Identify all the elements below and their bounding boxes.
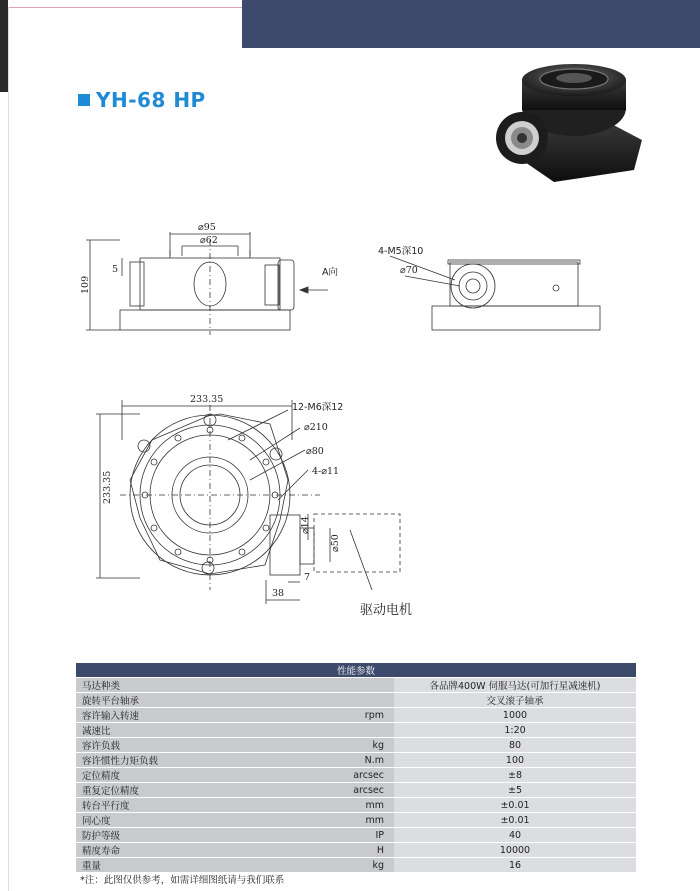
spec-name: 同心度 <box>76 813 258 828</box>
front-view <box>80 222 338 335</box>
dim-7: 7 <box>304 572 311 583</box>
dim-m6: 12-M6深12 <box>292 402 344 413</box>
spec-name: 马达种类 <box>76 678 258 693</box>
header-band <box>242 0 700 48</box>
spec-unit <box>258 693 394 708</box>
dim-95: ⌀95 <box>198 222 216 233</box>
spec-value: 各品牌400W 伺服马达(可加行星减速机) <box>394 678 636 693</box>
decorative-line <box>8 7 242 8</box>
spec-value: ±8 <box>394 768 636 783</box>
spec-unit: IP <box>258 828 394 843</box>
dim-50: ⌀50 <box>330 534 341 552</box>
spec-name: 旋转平台轴承 <box>76 693 258 708</box>
spec-value: 10000 <box>394 843 636 858</box>
product-title: YH-68 HP <box>96 88 206 112</box>
spec-rows <box>76 678 636 873</box>
spec-name: 重量 <box>76 858 258 873</box>
decorative-line-vertical <box>8 7 9 891</box>
side-view <box>378 246 600 330</box>
table-row <box>76 783 636 798</box>
dim-holes: 4-⌀11 <box>312 466 340 477</box>
title-square-icon <box>78 94 90 106</box>
table-row <box>76 813 636 828</box>
top-view <box>96 394 412 618</box>
spec-value: ±5 <box>394 783 636 798</box>
dim-m5: 4-M5深10 <box>378 246 424 257</box>
table-row <box>76 738 636 753</box>
spec-unit: N.m <box>258 753 394 768</box>
table-row <box>76 693 636 708</box>
dim-38: 38 <box>272 588 285 599</box>
spec-value: 16 <box>394 858 636 873</box>
spec-name: 容许输入转速 <box>76 708 258 723</box>
dim-210: ⌀210 <box>304 422 328 433</box>
table-row <box>76 723 636 738</box>
spec-value: 100 <box>394 753 636 768</box>
table-header-row <box>76 663 636 678</box>
table-row <box>76 828 636 843</box>
dim-5: 5 <box>112 264 119 275</box>
table-row <box>76 753 636 768</box>
spec-unit: kg <box>258 858 394 873</box>
spec-name: 减速比 <box>76 723 258 738</box>
spec-name: 定位精度 <box>76 768 258 783</box>
footnote: *注：此图仅供参考，如需详细图纸请与我们联系 <box>80 875 285 886</box>
spec-value: ±0.01 <box>394 813 636 828</box>
spec-unit: arcsec <box>258 783 394 798</box>
spec-name: 防护等级 <box>76 828 258 843</box>
spec-value: ±0.01 <box>394 798 636 813</box>
spec-unit: rpm <box>258 708 394 723</box>
table-row <box>76 858 636 873</box>
motor-label: 驱动电机 <box>360 603 413 618</box>
spec-name: 转台平行度 <box>76 798 258 813</box>
spec-value: 1000 <box>394 708 636 723</box>
spec-unit: arcsec <box>258 768 394 783</box>
spec-value: 1:20 <box>394 723 636 738</box>
spec-unit <box>258 723 394 738</box>
table-row <box>76 678 636 693</box>
spec-value: 80 <box>394 738 636 753</box>
technical-drawing <box>60 210 620 630</box>
direction-label: A向 <box>322 267 338 278</box>
table-header: 性能参数 <box>76 663 636 678</box>
table-row <box>76 708 636 723</box>
product-photo <box>484 60 644 185</box>
dim-109: 109 <box>80 275 91 294</box>
left-accent-band <box>0 0 8 92</box>
spec-name: 容许负载 <box>76 738 258 753</box>
spec-unit: H <box>258 843 394 858</box>
dim-80: ⌀80 <box>306 446 324 457</box>
dim-233-height: 233.35 <box>102 470 113 504</box>
spec-unit <box>258 678 394 693</box>
spec-unit: kg <box>258 738 394 753</box>
spec-value: 交叉滚子轴承 <box>394 693 636 708</box>
spec-name: 容许惯性力矩负载 <box>76 753 258 768</box>
table-row <box>76 843 636 858</box>
table-row <box>76 768 636 783</box>
spec-unit: mm <box>258 798 394 813</box>
dim-62: ⌀62 <box>200 235 218 246</box>
spec-name: 精度寿命 <box>76 843 258 858</box>
table-row <box>76 798 636 813</box>
spec-unit: mm <box>258 813 394 828</box>
dim-70: ⌀70 <box>400 265 418 276</box>
spec-name: 重复定位精度 <box>76 783 258 798</box>
spec-value: 40 <box>394 828 636 843</box>
dim-233-width: 233.35 <box>190 394 224 405</box>
dim-14: ⌀14 <box>300 516 311 534</box>
spec-table <box>76 663 636 873</box>
